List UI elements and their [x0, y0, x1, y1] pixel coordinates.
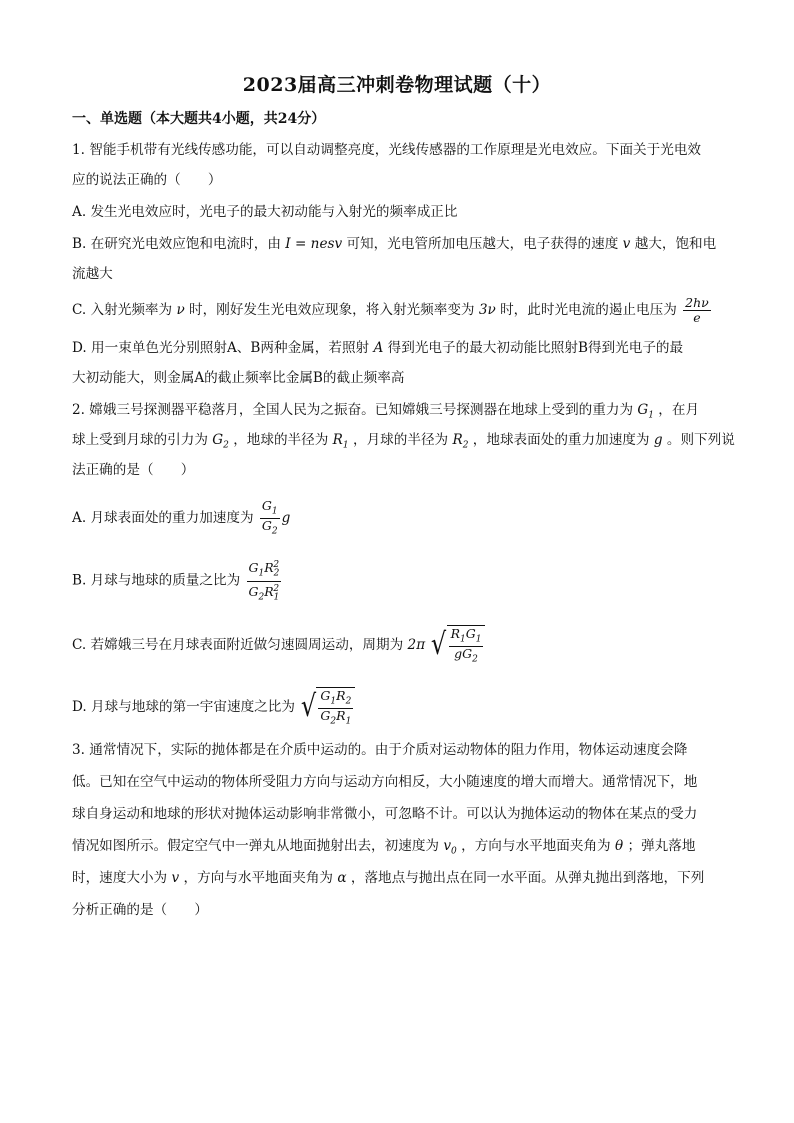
- q1-stem-line1: 1. 智能手机带有光线传感功能，可以自动调整亮度，光线传感器的工作原理是光电效应。下面关于光电效: [72, 142, 702, 158]
- q2-option-d-text: D. 月球与地球的第一宇宙速度之比为: [72, 699, 295, 715]
- fraction-numerator: $G_1R_2$: [318, 689, 353, 710]
- q2-stem-line2: [72, 430, 735, 456]
- q3-line5-mid: ，方向与水平地面夹角为: [183, 870, 334, 886]
- q3-alpha: α: [337, 870, 347, 886]
- q2-stem-line1: [72, 400, 699, 426]
- radical-sign: √: [431, 626, 447, 662]
- q1-option-b-mid: 可知，光电管所加电压越大，电子获得的速度: [346, 236, 619, 252]
- fraction-numerator: $G_1R_2^2$: [247, 558, 282, 582]
- q3-line5: [72, 868, 704, 888]
- fraction-numerator: $G_1$: [260, 499, 280, 520]
- q3-line2: 低。已知在空气中运动的物体所受阻力方向与运动方向相反，大小随速度的增大而增大。通常情况下，地: [72, 774, 698, 790]
- q2-g-symbol: g: [653, 432, 663, 448]
- q1-option-b-line2: 流越大: [72, 266, 113, 282]
- q1-option-c-3nu: 3ν: [478, 302, 496, 318]
- q2-option-b-fraction: [247, 558, 282, 604]
- q3-line4-text: 情况如图所示。假定空气中一弹丸从地面抛射出去，初速度为: [72, 838, 440, 854]
- q3-theta: θ: [614, 838, 624, 854]
- q2-option-a-text: A. 月球表面处的重力加速度为: [72, 510, 254, 526]
- q3-line3: 球自身运动和地球的形状对抛体运动影响非常微小，可忽略不计。可以认为抛体运动的物体在某点的受力: [72, 806, 698, 822]
- q2-stem-line1-text: 2. 嫦娥三号探测器平稳落月，全国人民为之振奋。已知嫦娥三号探测器在地球上受到的重力为: [72, 402, 634, 418]
- q2-stem-line2-mid1: ，地球的半径为: [233, 432, 329, 448]
- q2-stem-line2-text: 球上受到月球的引力为: [72, 432, 208, 448]
- q1-option-b-line1: [72, 234, 716, 254]
- q1-option-c-mid1: 时，刚好发生光电效应现象，将入射光频率变为: [189, 302, 475, 318]
- q1-option-c: [72, 292, 713, 328]
- radical-sign: √: [301, 688, 317, 724]
- q2-option-d: [72, 682, 355, 732]
- sqrt-symbol: [429, 625, 485, 667]
- q2-option-a-fraction: [260, 499, 280, 539]
- q2-g2: $G_2$: [212, 432, 229, 451]
- q1-option-c-mid2: 时，此时光电流的遏止电压为: [500, 302, 677, 318]
- q1-option-b-v: v: [622, 236, 631, 252]
- q1-option-d-post: 得到光电子的最大初动能比照射B得到光电子的最: [387, 340, 684, 356]
- q2-option-a: [72, 496, 290, 540]
- q2-option-c-2pi: 2π: [407, 637, 426, 653]
- fraction-numerator: $R_1G_1$: [449, 627, 484, 648]
- q3-v0: $v_0$: [443, 838, 457, 857]
- sqrt-symbol: [299, 687, 355, 729]
- q2-stem-line3: 法正确的是（ ）: [72, 462, 195, 478]
- q2-option-b-text: B. 月球与地球的质量之比为: [72, 572, 241, 589]
- q1-option-c-prefix: C. 入射光频率为: [72, 302, 173, 318]
- q2-option-c-fraction: [449, 627, 484, 667]
- q2-option-a-g: g: [281, 510, 291, 526]
- q2-option-b: [72, 558, 283, 604]
- page-title: 2023届高三冲刺卷物理试题（十）: [242, 74, 552, 96]
- section-heading: 一、单选题（本大题共4小题，共24分）: [72, 111, 326, 127]
- q3-line5-text: 时，速度大小为: [72, 870, 168, 886]
- radicand: [316, 687, 355, 729]
- fraction-denominator: $gG_2$: [454, 646, 478, 665]
- q3-line4-end: ；弹丸落地: [627, 838, 696, 854]
- q2-stem-line2-mid3: ，地球表面处的重力加速度为: [472, 432, 650, 448]
- q3-line6: 分析正确的是（ ）: [72, 902, 208, 918]
- q2-stem-line1-end: ，在月: [658, 402, 700, 418]
- q1-option-d-line1: [72, 338, 683, 358]
- q1-stem-line2: 应的说法正确的（ ）: [72, 172, 222, 188]
- q1-option-b-end: 越大，饱和电: [634, 236, 717, 252]
- q1-option-d-prefix: D. 用一束单色光分别照射A、B两种金属，若照射: [72, 340, 370, 356]
- q1-option-c-fraction: [683, 296, 711, 325]
- q2-option-c-text: C. 若嫦娥三号在月球表面附近做匀速圆周运动，周期为: [72, 637, 404, 653]
- q1-option-a: A. 发生光电效应时，光电子的最大初动能与入射光的频率成正比: [72, 204, 458, 220]
- fraction-numerator: 2hν: [685, 295, 709, 310]
- q3-line4: [72, 836, 695, 862]
- q1-option-c-nu: ν: [176, 302, 185, 318]
- q2-stem-line2-mid2: ，月球的半径为: [352, 432, 449, 448]
- fraction-denominator: $G_2R_1$: [320, 708, 352, 727]
- q3-line5-end: ，落地点与抛出点在同一水平面。从弹丸抛出到落地，下列: [350, 870, 705, 886]
- q1-option-d-a: A: [373, 340, 384, 356]
- q2-stem-line2-end: 。则下列说: [666, 432, 735, 448]
- q1-option-b-prefix: B. 在研究光电效应饱和电流时，由: [72, 236, 281, 252]
- q2-g1: $G_1$: [637, 402, 654, 421]
- q2-option-c: [72, 620, 485, 670]
- radicand: [447, 625, 486, 667]
- q3-v: v: [171, 870, 180, 886]
- fraction-denominator: e: [693, 310, 701, 325]
- q1-option-b-formula: I = nesv: [285, 236, 343, 252]
- q3-line4-mid: ，方向与水平地面夹角为: [461, 838, 611, 854]
- q2-r1: $R_1$: [332, 432, 349, 451]
- fraction-denominator: $G_2$: [261, 518, 278, 537]
- fraction-denominator: $G_2R_1^2$: [248, 583, 280, 603]
- q3-line1: 3. 通常情况下，实际的抛体都是在介质中运动的。由于介质对运动物体的阻力作用，物体运动速度会降: [72, 742, 688, 758]
- q2-r2: $R_2$: [452, 432, 469, 451]
- q1-option-d-line2: 大初动能大，则金属A的截止频率比金属B的截止频率高: [72, 370, 405, 386]
- q2-option-d-fraction: [318, 689, 353, 729]
